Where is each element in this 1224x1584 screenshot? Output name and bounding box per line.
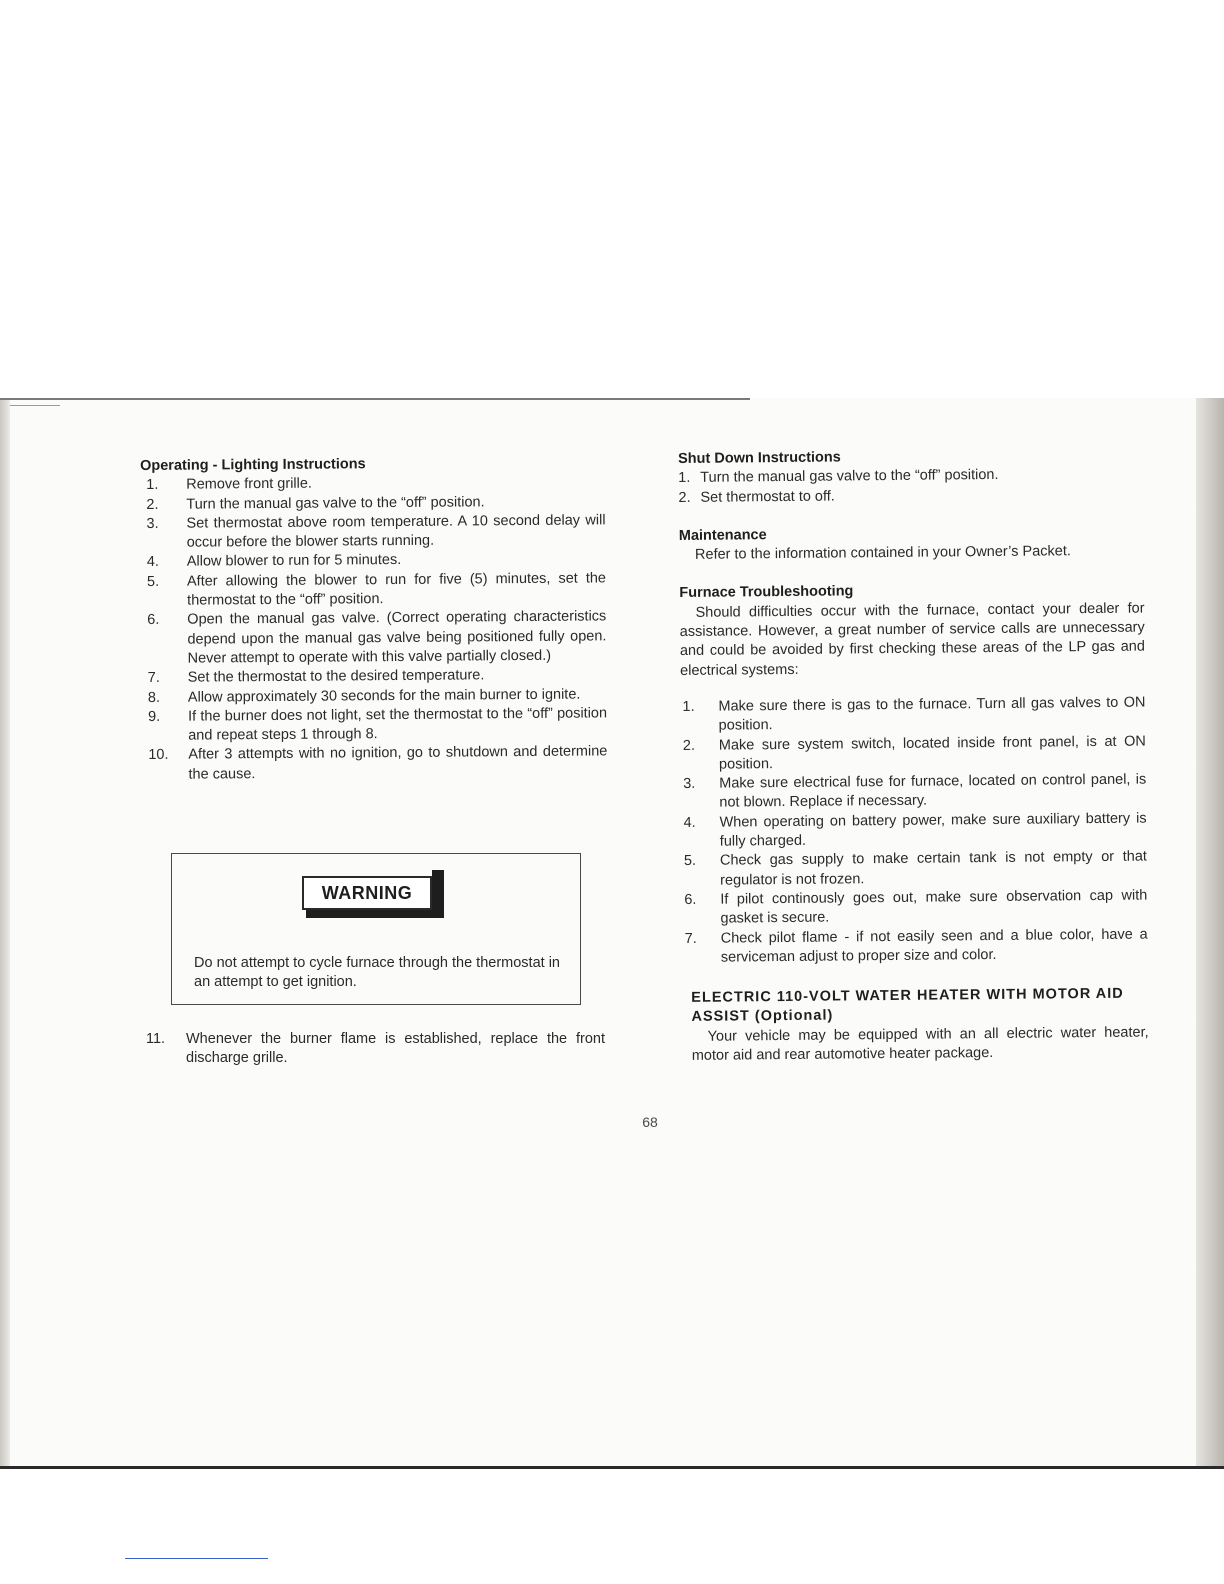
list-item: 10. After 3 attempts with no ignition, go to shutdown and determine the cause.: [148, 743, 608, 783]
list-item: 5. After allowing the blower to run for five (5) minutes, set the thermostat to the “off” position.: [146, 570, 607, 609]
list-item: 1. Remove front grille.: [146, 475, 312, 494]
maintenance-heading: Maintenance: [678, 527, 767, 544]
troubleshooting-text: Should difficulties occur with the furnace, contact your dealer for assistance. However, a great number of service calls are unnecessary and could be avoided by first checking these areas of the LP gas and electrical systems:: [679, 600, 1145, 679]
left-page-edge: [0, 400, 10, 1468]
list-item: 1. Turn the manual gas valve to the “off” position.: [678, 467, 999, 487]
list-item: 2. Set thermostat to off.: [678, 488, 835, 506]
list-item: 4. Allow blower to run for 5 minutes.: [146, 552, 402, 571]
left-column: [140, 453, 608, 785]
list-item: 1. Make sure there is gas to the furnace. Turn all gas valves to ON position.: [682, 694, 1146, 734]
list-item: 11. Whenever the burner flame is established, replace the front discharge grille.: [146, 1031, 605, 1067]
list-item: 7. Check pilot flame - if not easily seen and a blue color, have a serviceman adjust to proper size and color.: [684, 926, 1148, 966]
operating-heading: Operating - Lighting Instructions: [140, 456, 366, 474]
list-item: 6. If pilot continously goes out, make sure observation cap with gasket is secure.: [684, 887, 1148, 927]
step-11: [140, 1030, 605, 1069]
warning-badge: WARNING: [302, 876, 432, 910]
shutdown-steps: [678, 465, 1143, 508]
warning-box: [171, 853, 581, 1005]
list-item: 4. When operating on battery power, make sure auxiliary battery is fully charged.: [683, 810, 1147, 850]
blue-line: [125, 1558, 268, 1559]
page-number: 68: [642, 1114, 658, 1130]
shutdown-heading: Shut Down Instructions: [678, 449, 841, 467]
top-rule: [0, 398, 750, 400]
operating-steps: [140, 473, 607, 785]
water-heater-heading: ELECTRIC 110-VOLT WATER HEATER WITH MOTOR AID ASSIST (Optional): [691, 985, 1124, 1026]
list-item: 3. Set thermostat above room temperature. A 10 second delay will occur before the blower starts running.: [146, 512, 606, 551]
troubleshooting-steps: [680, 693, 1148, 968]
list-item: 5. Check gas supply to make certain tank is not empty or that regulator is not frozen.: [683, 848, 1148, 889]
list-item: 2. Turn the manual gas valve to the “off” position.: [146, 493, 485, 513]
list-item: 7. Set the thermostat to the desired temperature.: [147, 667, 485, 687]
list-item: 9. If the burner does not light, set the thermostat to the “off” position and repeat steps 1 through 8.: [147, 705, 608, 744]
right-page-edge: [1196, 398, 1224, 1468]
list-item: 3. Make sure electrical fuse for furnace, located on control panel, is not blown. Replace if necessary.: [683, 771, 1147, 812]
bottom-rule: [0, 1466, 1224, 1469]
list-item: 8. Allow approximately 30 seconds for the main burner to ignite.: [147, 686, 581, 706]
warning-badge-shadow-bottom: [306, 910, 444, 918]
list-item: 6. Open the manual gas valve. (Correct operating characteristics depend upon the manual gas valve being positioned fully open. Never attempt to operate with this valve partially closed.): [147, 608, 607, 667]
warning-text: Do not attempt to cycle furnace through the thermostat in an attempt to get ignition.: [194, 955, 560, 991]
right-column: [678, 446, 1149, 1067]
water-heater-text: Your vehicle may be equipped with an all electric water heater, motor aid and rear automotive heater package.: [691, 1024, 1149, 1064]
troubleshooting-heading: Furnace Troubleshooting: [679, 583, 854, 602]
list-item: 2. Make sure system switch, located inside front panel, is at ON position.: [682, 733, 1146, 773]
maintenance-text: Refer to the information contained in your Owner’s Packet.: [694, 543, 1071, 564]
